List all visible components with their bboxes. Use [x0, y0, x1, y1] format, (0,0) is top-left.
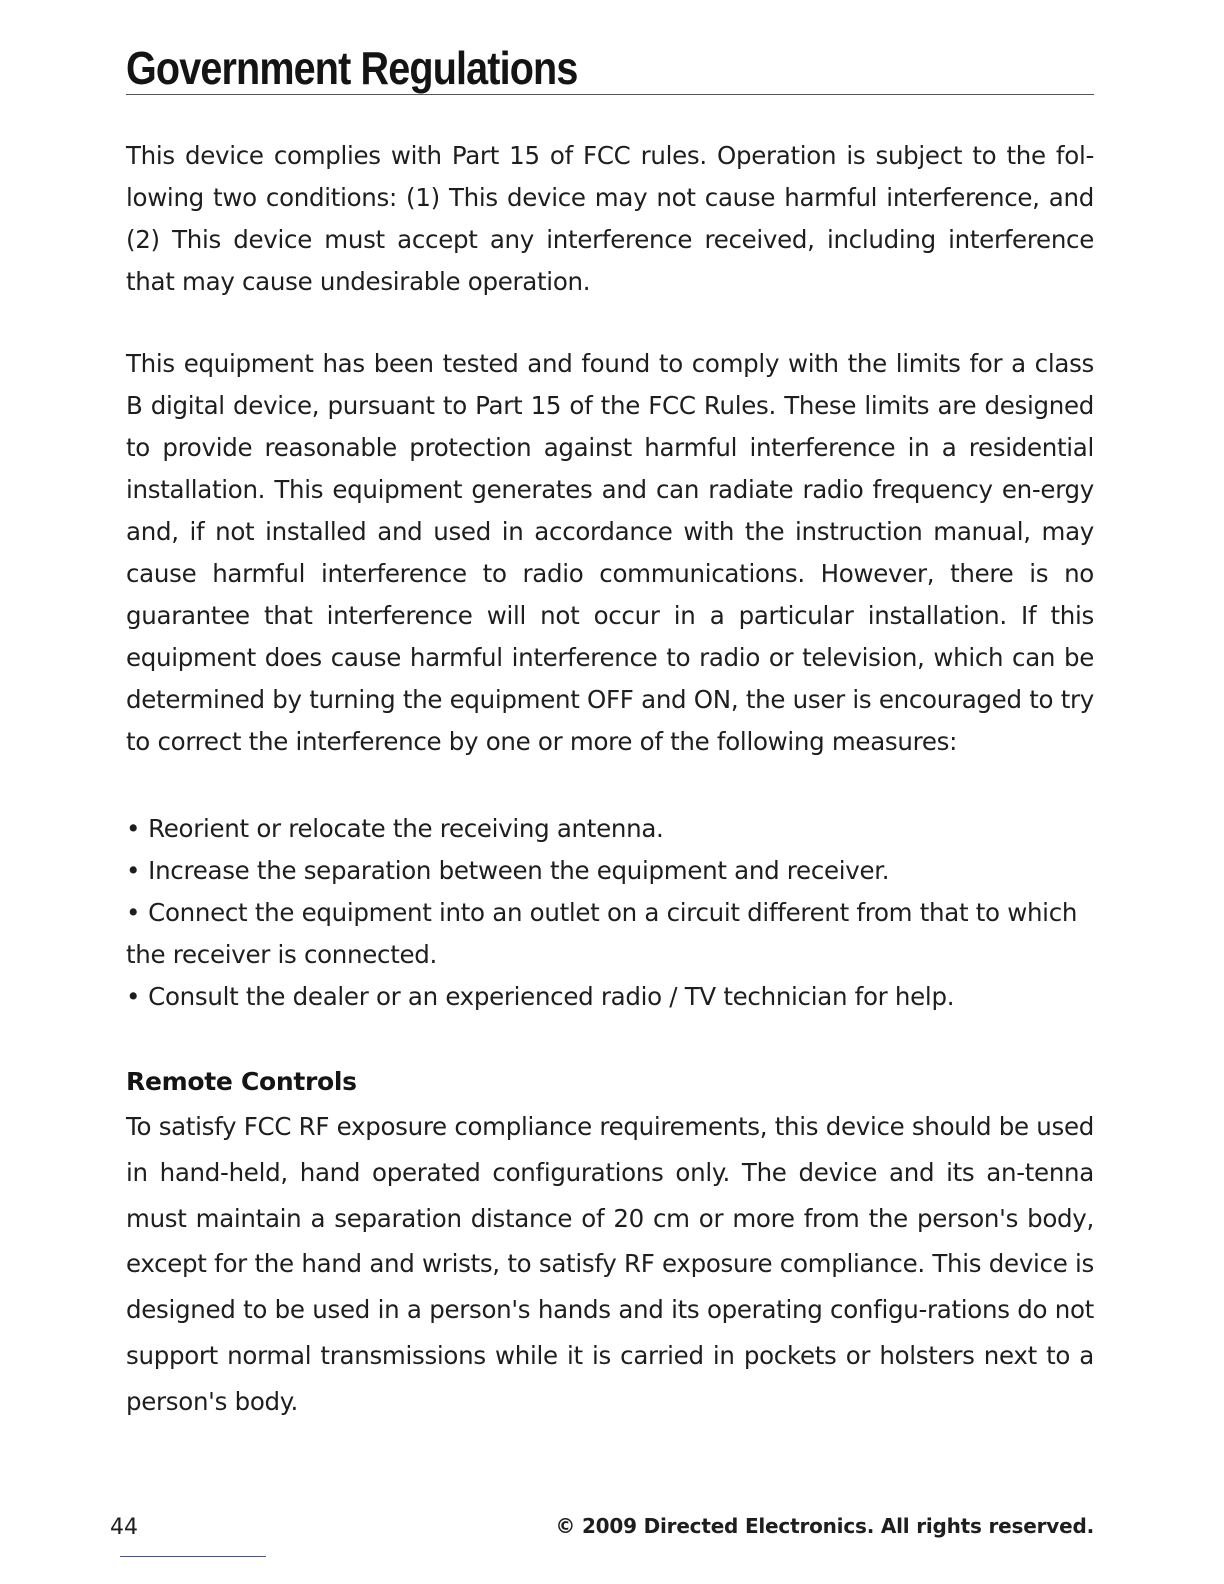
bullet-icon: • — [126, 982, 141, 1011]
paragraph-class-b-limits: This equipment has been tested and found to comply with the limits for a class B digital device, pursuant to Part 15 of the FCC Rules. These limits are designed to provide reasonable protection against harmful interference in a residential installation. This equipment generates and can radiate radio frequency en-ergy and, if not installed and used in accordance with the instruction manual, may cause harmful interference to radio communications. However, there is no guarantee that interference will not occur in a particular installation. If this equipment does cause harmful interference to radio or television, which can be determined by turning the equipment OFF and ON, the user is encouraged to try to correct the interference by one or more of the following measures: — [126, 349, 1094, 756]
bullet-icon: • — [126, 898, 141, 927]
list-item — [126, 850, 1094, 892]
page-number: 44 — [110, 1515, 138, 1540]
list-item — [126, 808, 1094, 850]
paragraph-fcc-conditions: This device complies with Part 15 of FCC rules. Operation is subject to the fol-lowing two conditions: (1) This device may not cause harmful interference, and (2) This device must accept any interference received, including interference that may cause undesirable operation. — [126, 141, 1094, 296]
list-item-text: Reorient or relocate the receiving antenna. — [148, 814, 664, 843]
list-item-text: Increase the separation between the equipment and receiver. — [148, 856, 890, 885]
page-title: Government Regulations — [126, 42, 578, 94]
list-item — [126, 892, 1094, 976]
list-item — [126, 976, 1094, 1018]
bullet-icon: • — [126, 856, 141, 885]
bullet-icon: • — [126, 814, 141, 843]
remote-controls-heading: Remote Controls — [126, 1067, 357, 1096]
paragraph-rf-exposure: To satisfy FCC RF exposure compliance requirements, this device should be used in hand-held, hand operated configurations only. The device and its an-tenna must maintain a separation distance of 20 cm or more from the person's body, except for the hand and wrists, to satisfy RF exposure compliance. This device is designed to be used in a person's hands and its operating configu-rations do not support normal transmissions while it is carried in pockets or holsters next to a person's body. — [126, 1112, 1094, 1416]
page-title-underline — [126, 42, 1094, 95]
list-item-text: Consult the dealer or an experienced radio / TV technician for help. — [148, 982, 955, 1011]
list-item-text: Connect the equipment into an outlet on a circuit different from that to which the receiver is connected. — [126, 898, 1078, 969]
footer-divider — [120, 1556, 266, 1557]
copyright-notice: © 2009 Directed Electronics. All rights reserved. — [555, 1514, 1094, 1538]
measures-list — [126, 808, 1094, 1018]
